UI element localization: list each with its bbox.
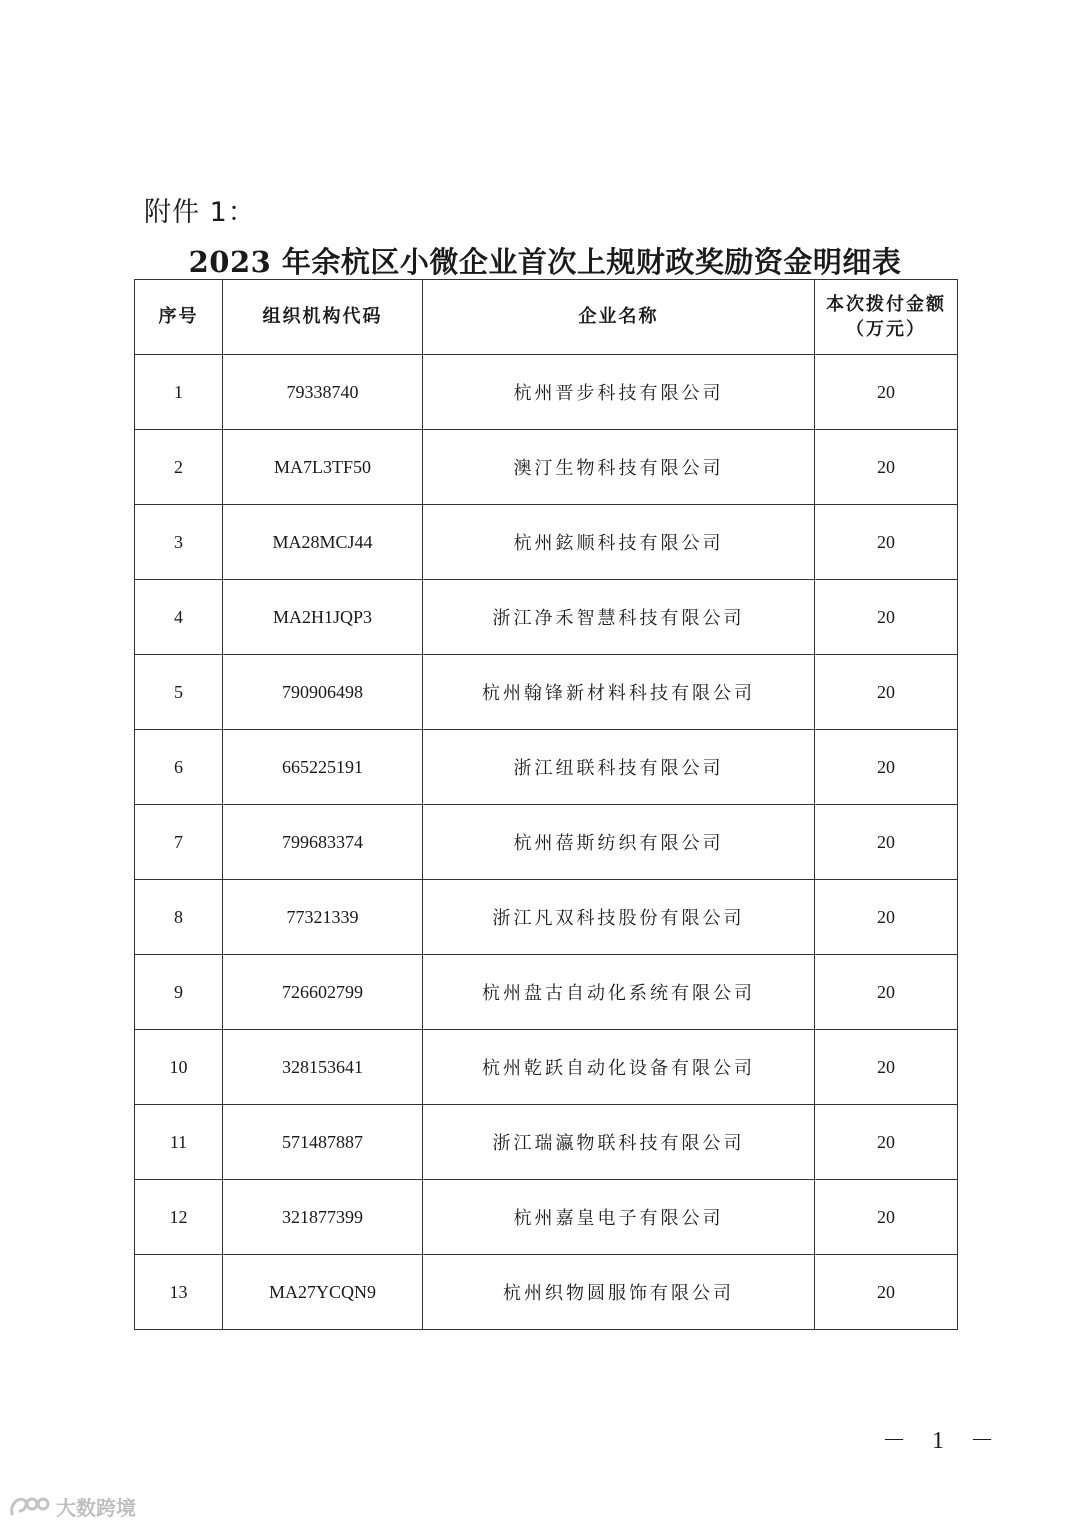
row-index: 4 xyxy=(135,580,223,655)
row-company-name: 杭州乾跃自动化设备有限公司 xyxy=(423,1030,815,1105)
row-company-name: 浙江纽联科技有限公司 xyxy=(423,730,815,805)
table-row xyxy=(135,730,958,805)
row-org-code: 799683374 xyxy=(223,805,423,880)
table-row xyxy=(135,880,958,955)
row-company-name: 杭州翰锋新材料科技有限公司 xyxy=(423,655,815,730)
row-amount: 20 xyxy=(815,1105,958,1180)
row-amount: 20 xyxy=(815,805,958,880)
row-org-code: MA2H1JQP3 xyxy=(223,580,423,655)
row-amount: 20 xyxy=(815,1255,958,1330)
row-amount: 20 xyxy=(815,430,958,505)
table-row xyxy=(135,1105,958,1180)
row-index: 11 xyxy=(135,1105,223,1180)
row-index: 3 xyxy=(135,505,223,580)
table-row xyxy=(135,430,958,505)
table-row xyxy=(135,505,958,580)
row-org-code: 77321339 xyxy=(223,880,423,955)
row-company-name: 浙江净禾智慧科技有限公司 xyxy=(423,580,815,655)
row-org-code: 79338740 xyxy=(223,355,423,430)
row-company-name: 杭州鉉顺科技有限公司 xyxy=(423,505,815,580)
row-index: 5 xyxy=(135,655,223,730)
row-org-code: MA7L3TF50 xyxy=(223,430,423,505)
table-row xyxy=(135,655,958,730)
table-row xyxy=(135,1030,958,1105)
row-amount: 20 xyxy=(815,580,958,655)
row-org-code: 665225191 xyxy=(223,730,423,805)
row-amount: 20 xyxy=(815,955,958,1030)
row-amount: 20 xyxy=(815,355,958,430)
row-company-name: 杭州织物圆服饰有限公司 xyxy=(423,1255,815,1330)
header-amount-line2: （万元） xyxy=(846,319,926,340)
header-org-code: 组织机构代码 xyxy=(223,280,423,355)
row-amount: 20 xyxy=(815,1180,958,1255)
attachment-label: 附件 1： xyxy=(144,197,256,228)
watermark xyxy=(8,1492,136,1521)
row-amount: 20 xyxy=(815,505,958,580)
row-org-code: 328153641 xyxy=(223,1030,423,1105)
table-row xyxy=(135,955,958,1030)
row-index: 2 xyxy=(135,430,223,505)
row-company-name: 杭州晋步科技有限公司 xyxy=(423,355,815,430)
row-company-name: 杭州嘉皇电子有限公司 xyxy=(423,1180,815,1255)
row-index: 7 xyxy=(135,805,223,880)
row-org-code: 726602799 xyxy=(223,955,423,1030)
row-index: 12 xyxy=(135,1180,223,1255)
header-amount xyxy=(815,280,958,355)
row-company-name: 杭州蓓斯纺织有限公司 xyxy=(423,805,815,880)
table-row xyxy=(135,805,958,880)
watermark-text: 大数跨境 xyxy=(56,1496,136,1520)
brand-logo-icon xyxy=(8,1494,50,1520)
header-company: 企业名称 xyxy=(423,280,815,355)
page-number: － 1 － xyxy=(882,1428,1004,1454)
row-index: 8 xyxy=(135,880,223,955)
table-row xyxy=(135,580,958,655)
row-amount: 20 xyxy=(815,655,958,730)
row-org-code: MA28MCJ44 xyxy=(223,505,423,580)
row-index: 1 xyxy=(135,355,223,430)
row-amount: 20 xyxy=(815,730,958,805)
row-org-code: 321877399 xyxy=(223,1180,423,1255)
row-company-name: 澳汀生物科技有限公司 xyxy=(423,430,815,505)
row-company-name: 浙江凡双科技股份有限公司 xyxy=(423,880,815,955)
row-org-code: 571487887 xyxy=(223,1105,423,1180)
row-org-code: MA27YCQN9 xyxy=(223,1255,423,1330)
table-row xyxy=(135,1180,958,1255)
row-org-code: 790906498 xyxy=(223,655,423,730)
row-company-name: 浙江瑞瀛物联科技有限公司 xyxy=(423,1105,815,1180)
table-header-row xyxy=(135,280,958,355)
document-title: 2023 年余杭区小微企业首次上规财政奖励资金明细表 xyxy=(188,245,902,279)
header-amount-line1: 本次拨付金额 xyxy=(826,293,946,315)
row-amount: 20 xyxy=(815,1030,958,1105)
row-index: 9 xyxy=(135,955,223,1030)
row-index: 10 xyxy=(135,1030,223,1105)
funding-table xyxy=(134,279,958,1330)
row-index: 6 xyxy=(135,730,223,805)
row-company-name: 杭州盘古自动化系统有限公司 xyxy=(423,955,815,1030)
row-amount: 20 xyxy=(815,880,958,955)
table-row xyxy=(135,355,958,430)
row-index: 13 xyxy=(135,1255,223,1330)
table-row xyxy=(135,1255,958,1330)
header-index: 序号 xyxy=(135,280,223,355)
